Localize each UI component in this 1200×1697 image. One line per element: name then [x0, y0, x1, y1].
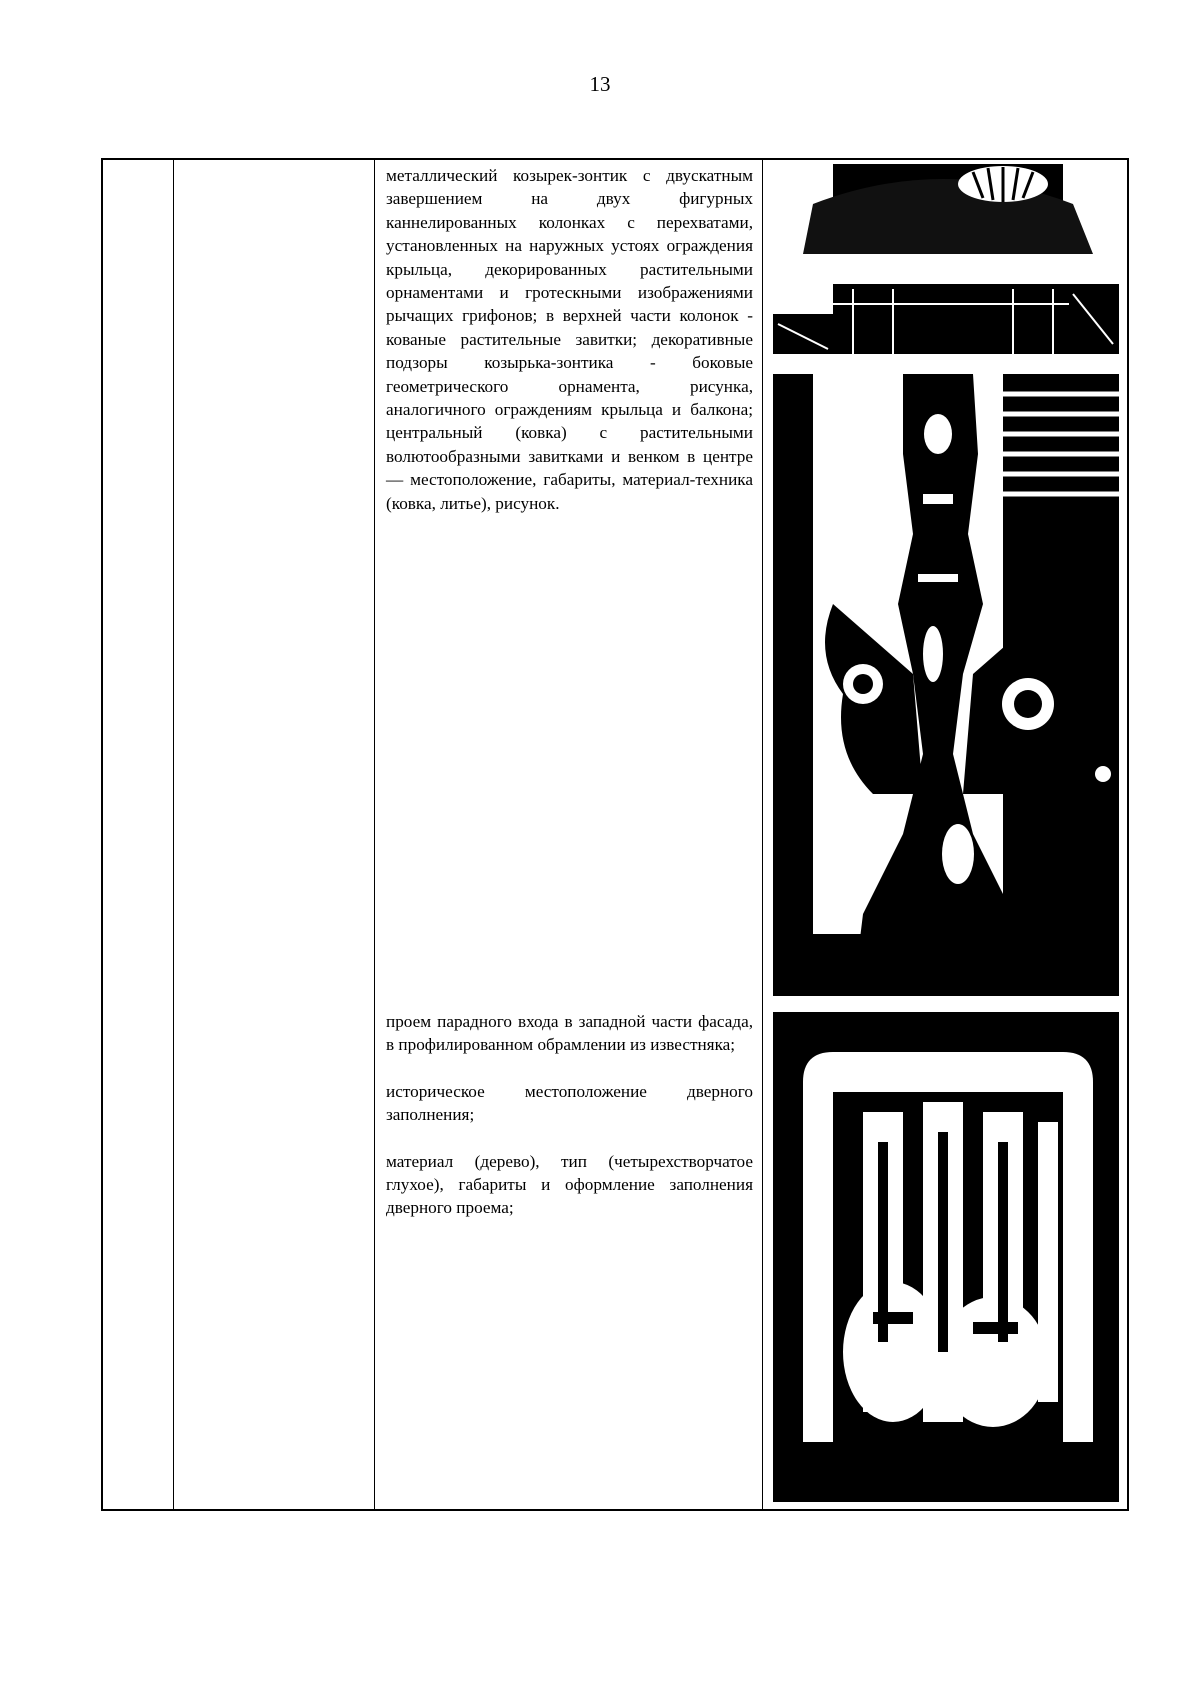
page-number: 13 [589, 72, 611, 96]
canopy-description [386, 164, 753, 515]
column-divider-1 [173, 160, 174, 1509]
entrance-paragraph-3: материал (дерево), тип (четырехстворчатое глухое), габариты и оформление заполнения дверного проема; [386, 1151, 753, 1218]
column-divider-2 [374, 160, 375, 1509]
canopy-photo [773, 164, 1119, 354]
entrance-paragraph-2: историческое местоположение дверного заполнения; [386, 1081, 753, 1125]
entrance-paragraph-1: проем парадного входа в западной части фасада, в профилированном обрамлении из известняка; [386, 1012, 753, 1055]
griffin-column-photo [773, 374, 1119, 996]
canopy-description-text: металлический козырек-зонтик с двускатным завершением на двух фигурных каннелированных колонках с перехватами, установленных на наружных устоях ограждения крыльца, декорированных растительными орнаментами и гротескными изображениями рычащих грифонов; в верхней части колонок - кованые растительные завитки; декоративные подзоры козырька-зонтика - боковые геометрического орнамента, рисунка, аналогичного ограждениям крыльца и балкона; центральный (ковка) с растительными волютообразными завитками и венком в центре — местоположение, габариты, материал-техника (ковка, литье), рисунок. [386, 166, 753, 513]
entrance-description [386, 1010, 753, 1243]
protection-subject-table [101, 158, 1129, 1511]
entrance-door-photo [773, 1012, 1119, 1502]
column-divider-3 [762, 160, 763, 1509]
